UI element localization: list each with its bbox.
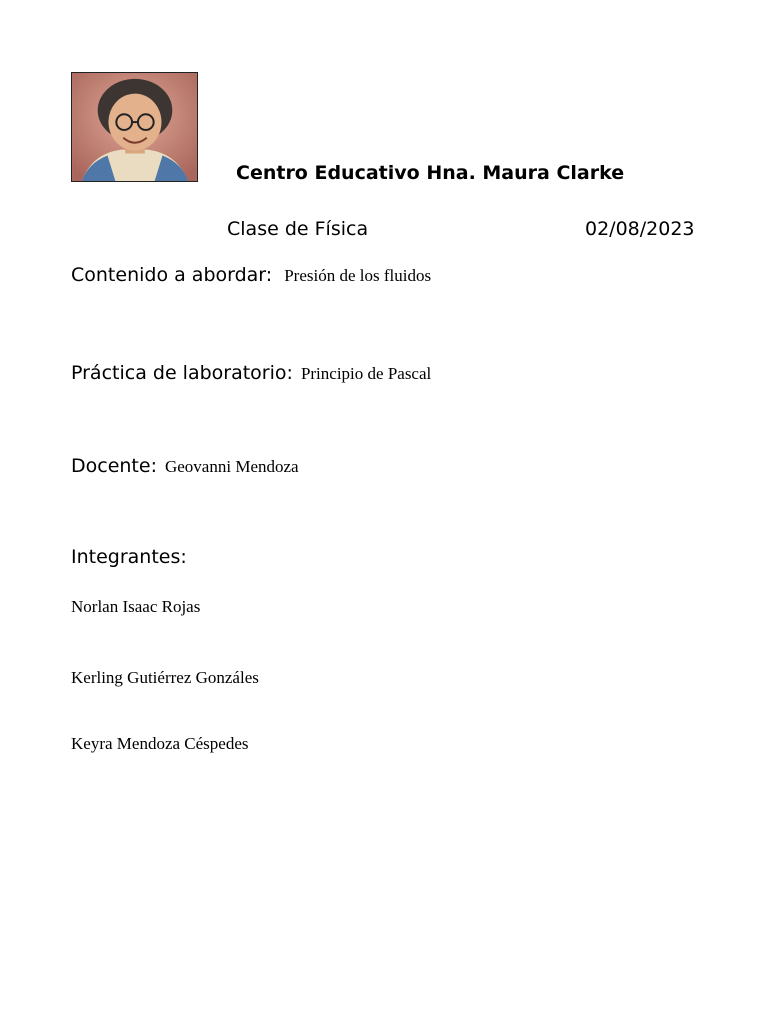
school-name: Centro Educativo Hna. Maura Clarke: [236, 162, 625, 184]
contenido-label: Contenido a abordar:: [71, 264, 273, 286]
docente-row: [71, 455, 299, 477]
practica-row: [71, 362, 431, 384]
practica-label: Práctica de laboratorio:: [71, 362, 293, 384]
document-date: 02/08/2023: [585, 218, 695, 240]
integrantes-label: Integrantes:: [71, 546, 187, 568]
contenido-row: [71, 264, 431, 286]
member-item: Kerling Gutiérrez Gonzáles: [71, 668, 259, 687]
member-item: Norlan Isaac Rojas: [71, 597, 201, 616]
member-item: Keyra Mendoza Céspedes: [71, 734, 249, 753]
practica-value: Principio de Pascal: [300, 364, 432, 383]
docente-value: Geovanni Mendoza: [164, 457, 299, 476]
portrait-image: [71, 72, 198, 182]
class-name: Clase de Física: [227, 218, 369, 240]
contenido-value: Presión de los fluidos: [284, 266, 432, 285]
docente-label: Docente:: [71, 455, 157, 477]
